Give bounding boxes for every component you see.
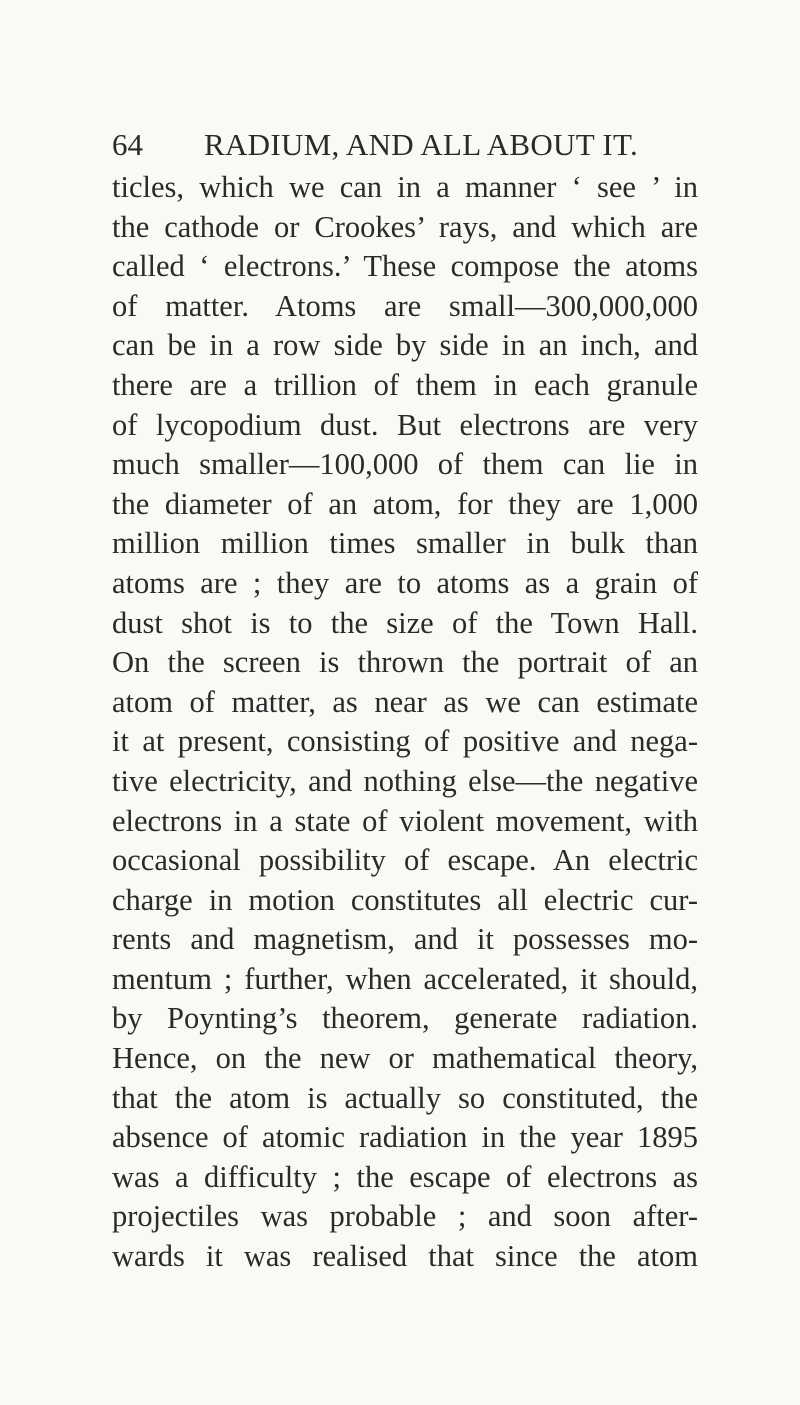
text-line: mentum ; further, when accelerated, it should, — [112, 961, 698, 996]
text-line: that the atom is actually so constituted, the — [112, 1080, 698, 1115]
text-line: wards it was realised that since the atom — [112, 1239, 698, 1274]
text-line: there are a trillion of them in each granule — [112, 367, 698, 402]
text-line: On the screen is thrown the portrait of an — [112, 645, 698, 680]
text-line: dust shot is to the size of the Town Hall. — [112, 605, 698, 640]
page-number: 64 — [112, 127, 143, 162]
running-title: RADIUM, AND ALL ABOUT IT. — [204, 127, 639, 162]
text-line: much smaller—100,000 of them can lie in — [112, 447, 698, 482]
text-line: the cathode or Crookes’ rays, and which are — [112, 209, 698, 244]
text-line: ticles, which we can in a manner ‘ see ’ in — [112, 170, 698, 204]
text-line: the diameter of an atom, for they are 1,000 — [112, 486, 698, 521]
text-line: was a difficulty ; the escape of electrons as — [112, 1159, 698, 1194]
text-line: charge in motion constitutes all electric cur- — [112, 882, 698, 917]
text-line: million million times smaller in bulk than — [112, 526, 698, 561]
text-line: called ‘ electrons.’ These compose the atoms — [112, 249, 698, 284]
text-line: atoms are ; they are to atoms as a grain of — [112, 565, 698, 600]
text-line: of lycopodium dust. But electrons are very — [112, 407, 698, 442]
text-line: can be in a row side by side in an inch, and — [112, 328, 698, 363]
text-line: by Poynting’s theorem, generate radiation. — [112, 1001, 698, 1036]
text-line: of matter. Atoms are small—300,000,000 — [112, 288, 698, 323]
running-head — [112, 125, 639, 165]
text-line: rents and magnetism, and it possesses mo- — [112, 922, 698, 957]
text-line: it at present, consisting of positive and nega- — [112, 724, 698, 759]
body-text — [112, 168, 698, 1277]
text-line: absence of atomic radiation in the year 1895 — [112, 1120, 698, 1155]
text-line: occasional possibility of escape. An electric — [112, 843, 698, 878]
text-line: Hence, on the new or mathematical theory, — [112, 1041, 698, 1076]
text-line: tive electricity, and nothing else—the negative — [112, 763, 698, 798]
text-line: projectiles was probable ; and soon after- — [112, 1199, 698, 1234]
text-line: electrons in a state of violent movement, with — [112, 803, 698, 838]
text-line: atom of matter, as near as we can estimate — [112, 684, 698, 719]
